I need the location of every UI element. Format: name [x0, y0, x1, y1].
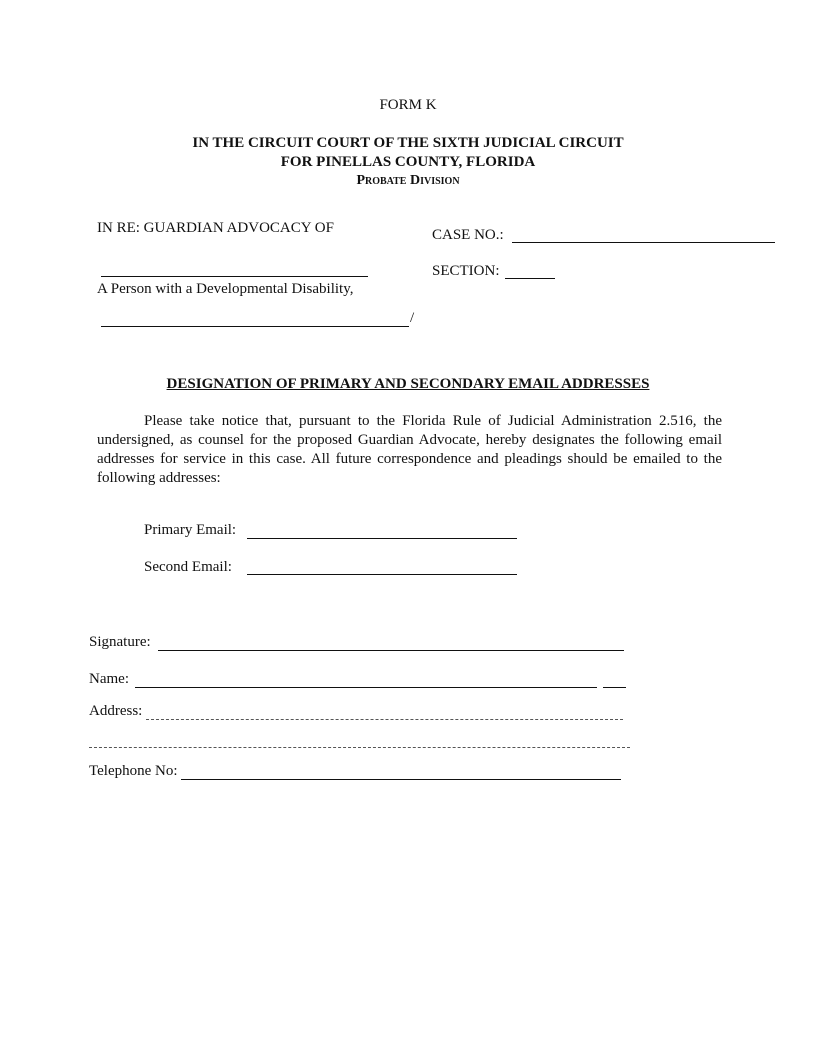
name-field-tail — [603, 687, 626, 688]
form-label: FORM K — [379, 97, 437, 113]
address-label: Address: — [89, 703, 143, 719]
in-re-label: IN RE: GUARDIAN ADVOCACY OF — [97, 220, 334, 236]
case-no-field[interactable] — [512, 242, 775, 243]
person-description: A Person with a Developmental Disability, — [97, 281, 354, 297]
signature-label: Signature: — [89, 634, 151, 650]
name-field[interactable] — [135, 687, 597, 688]
document-title: DESIGNATION OF PRIMARY AND SECONDARY EMAIL ADDRESSES — [166, 376, 650, 392]
body-text: Please take notice that, pursuant to the Florida Rule of Judicial Administration 2.516, the undersigned, as counsel for the proposed Guardian Advocate, hereby designates the following email addresses for service in this case. All future correspondence and pleadings should be emailed to the following addresses: — [97, 413, 722, 486]
court-name-line1: IN THE CIRCUIT COURT OF THE SIXTH JUDICIAL CIRCUIT — [192, 135, 624, 151]
address-field[interactable] — [146, 719, 623, 720]
primary-email-label: Primary Email: — [144, 522, 237, 538]
primary-email-field[interactable] — [247, 538, 517, 539]
signature-field[interactable] — [158, 650, 624, 651]
ward-name-field[interactable] — [101, 276, 368, 277]
address-field-line2[interactable] — [89, 747, 630, 748]
section-label: SECTION: — [432, 263, 500, 279]
telephone-field[interactable] — [181, 779, 621, 780]
name-label: Name: — [89, 671, 129, 687]
section-field[interactable] — [505, 278, 555, 279]
telephone-label: Telephone No: — [89, 763, 178, 779]
court-name-line2: FOR PINELLAS COUNTY, FLORIDA — [280, 154, 536, 170]
court-division: Probate Division — [356, 173, 460, 188]
case-no-label: CASE NO.: — [432, 227, 504, 243]
caption-slash: / — [410, 310, 415, 326]
second-email-label: Second Email: — [144, 559, 232, 575]
body-paragraph — [97, 412, 722, 488]
second-email-field[interactable] — [247, 574, 517, 575]
caption-closing-line — [101, 326, 409, 327]
